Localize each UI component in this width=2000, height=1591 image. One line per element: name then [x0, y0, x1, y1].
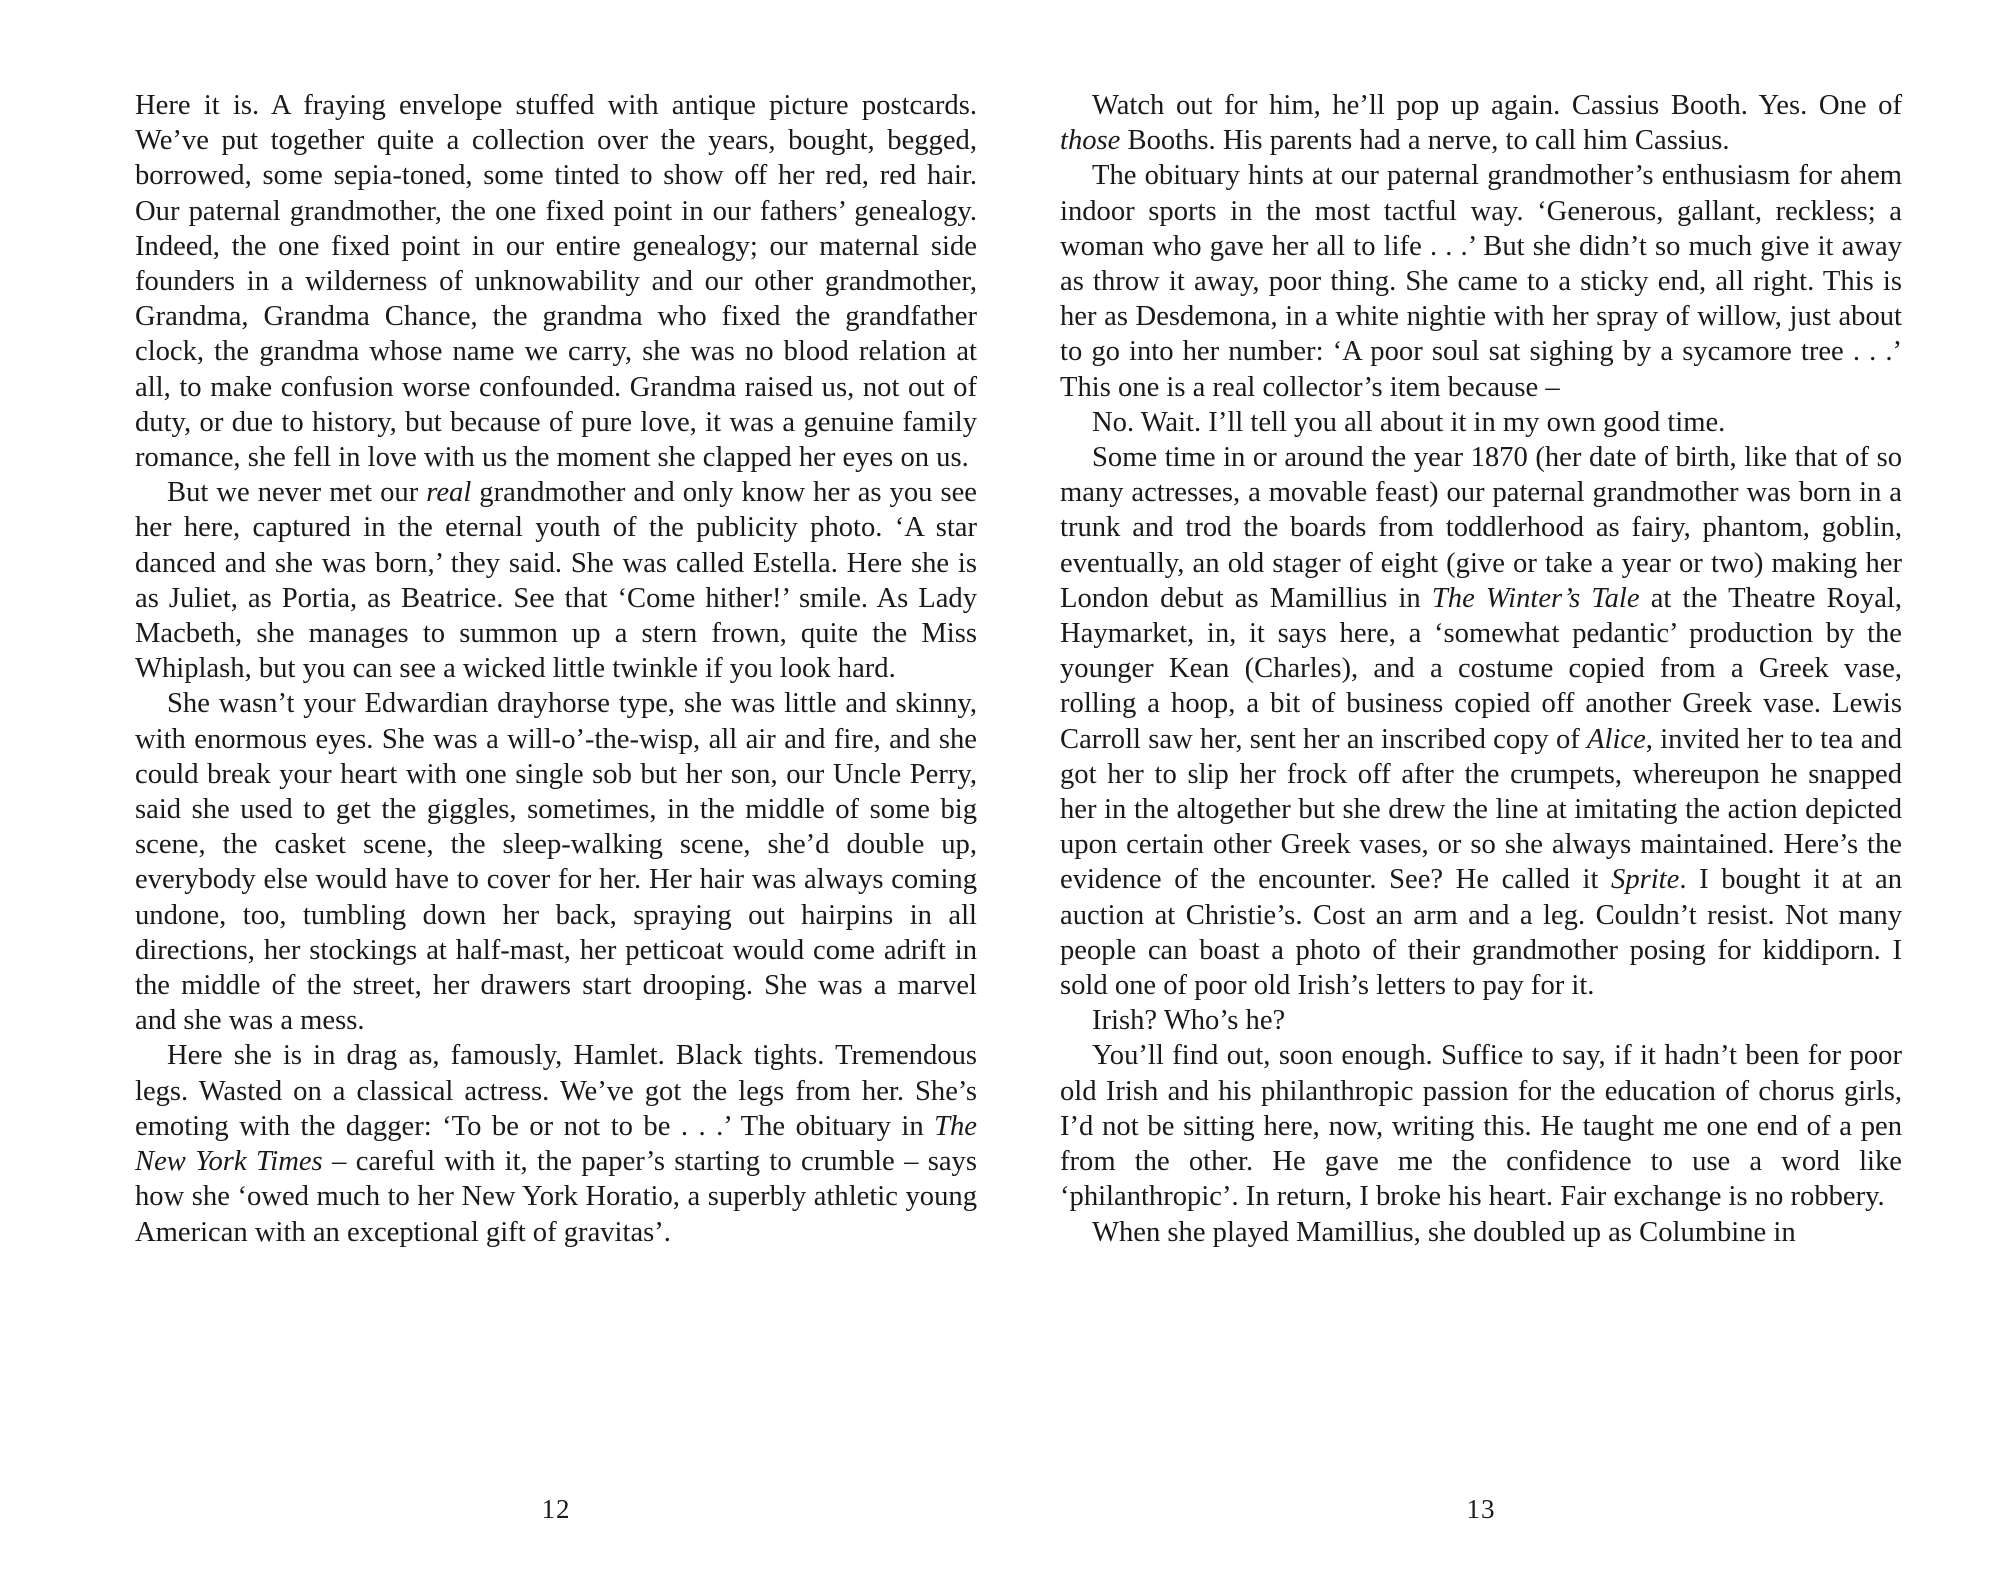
paragraph — [135, 88, 977, 475]
italic-run: The Winter’s Tale — [1431, 582, 1640, 614]
text-run: Booths. His parents had a nerve, to call him Cassius. — [1120, 125, 1730, 157]
page-number: 13 — [1466, 1494, 1496, 1524]
text-run: When she played Mamillius, she doubled up as Columbine in — [1092, 1216, 1796, 1248]
text-run: No. Wait. I’ll tell you all about it in my own good time. — [1092, 406, 1726, 438]
paragraph — [1060, 440, 1902, 1003]
text-run: She wasn’t your Edwardian drayhorse type, she was little and skinny, with enormous eyes. She was a will-o’-the-wisp, all air and fire, and she could break your heart with one single sob but her son, our Uncle Perry, said she used to get the giggles, sometimes, in the middle of some big scene, the casket scene, the sleep-walking scene, she’d double up, everybody else would have to cover for her. Her hair was always coming undone, too, tumbling down her back, spraying out hairpins in all directions, her stockings at half-mast, her petticoat would come adrift in the middle of the street, her drawers start drooping. She was a marvel and she was a mess. — [135, 688, 977, 1037]
paragraph — [1060, 405, 1902, 440]
paragraph — [135, 475, 977, 686]
text-run: Watch out for him, he’ll pop up again. Cassius Booth. Yes. One of — [1092, 90, 1902, 121]
text-run: Here it is. A fraying envelope stuffed with antique picture postcards. We’ve put together quite a collection over the years, bought, begged, borrowed, some sepia-toned, some tinted to show off her red, red hair. Our paternal grandmother, the one fixed point in our fathers’ genealogy. Indeed, the one fixed point in our entire genealogy; our maternal side founders in a wilderness of unknowability and our other grandmother, Grandma, Grandma Chance, the grandma who fixed the grandfather clock, the grandma whose name we carry, she was no blood relation at all, to make confusion worse confounded. Grandma raised us, not out of duty, or due to history, but because of pure love, it was a genuine family romance, she fell in love with us the moment she clapped her eyes on us. — [135, 90, 977, 474]
italic-run: real — [426, 477, 472, 509]
italic-run: The New York Times — [135, 1110, 977, 1178]
paragraph — [1060, 158, 1902, 404]
left-page — [135, 88, 977, 1568]
paragraph — [1060, 1215, 1902, 1250]
text-run: But we never met our — [167, 477, 427, 509]
text-run: Irish? Who’s he? — [1092, 1005, 1286, 1037]
paragraph — [135, 1038, 977, 1249]
text-run: Some time in or around the year 1870 (her date of birth, like that of so many actresses, a movable feast) our paternal grandmother was born in a trunk and trod the boards from toddlerhood as fairy, phantom, goblin, eventually, an old stager of eight (give or take a year or two) making her London debut as Mamillius in — [1060, 442, 1902, 614]
text-run: at the Theatre Royal, Haymarket, in, it says here, a ‘somewhat pedantic’ production by the younger Kean (Charles), and a costume copied from a Greek vase, rolling a hoop, a bit of business copied off another Greek vase. Lewis Carroll saw her, sent her an inscribed copy of — [1060, 582, 1902, 755]
right-page — [1060, 88, 1902, 1568]
text-run: , invited her to tea and got her to slip her frock off after the crumpets, whereupon he snapped her in the altogether but she drew the line at imitating the action depicted upon certain other Greek vases, or so she always maintained. Here’s the evidence of the encounter. See? He called it — [1060, 723, 1902, 896]
paragraph — [1060, 88, 1902, 158]
text-run: grandmother and only know her as you see her here, captured in the eternal youth of the publicity photo. ‘A star danced and she was born,’ they said. She was called Estella. Here she is as Juliet, as Portia, as Beatrice. See that ‘Come hither!’ smile. As Lady Macbeth, she manages to summon up a stern frown, quite the Miss Whiplash, but you can see a wicked little twinkle if you look hard. — [135, 477, 977, 685]
text-run: The obituary hints at our paternal grandmother’s enthusiasm for ahem indoor sports in the most tactful way. ‘Generous, gallant, reckless; a woman who gave her all to life . . .’ But she didn’t so much give it away as throw it away, poor thing. She came to a sticky end, all right. This is her as Desdemona, in a white nightie with her spray of willow, just about to go into her number: ‘A poor soul sat sighing by a sycamore tree . . .’ This one is a real collector’s item because – — [1060, 160, 1902, 403]
text-run: . I bought it at an auction at Christie’s. Cost an arm and a leg. Couldn’t resist. Not many people can boast a photo of their grandmother posing for kiddiporn. I sold one of poor old Irish’s letters to pay for it. — [1060, 864, 1902, 1002]
text-run: Here she is in drag as, famously, Hamlet. Black tights. Tremendous legs. Wasted on a classical actress. We’ve got the legs from her. She’s emoting with the dagger: ‘To be or not to be . . .’ The obituary in — [135, 1040, 977, 1142]
paragraph — [135, 686, 977, 1038]
paragraph — [1060, 1038, 1902, 1214]
page-number: 12 — [541, 1494, 571, 1524]
text-run: You’ll find out, soon enough. Suffice to say, if it hadn’t been for poor old Irish and his philanthropic passion for the education of chorus girls, I’d not be sitting here, now, writing this. He taught me one end of a pen from the other. He gave me the confidence to use a word like ‘philanthropic’. In return, I broke his heart. Fair exchange is no robbery. — [1060, 1040, 1902, 1213]
text-run: – careful with it, the paper’s starting to crumble – says how she ‘owed much to her New York Horatio, a superbly athletic young American with an exceptional gift of gravitas’. — [135, 1146, 977, 1248]
right-page-text — [1060, 88, 1902, 1250]
italic-run: those — [1060, 125, 1121, 157]
italic-run: Sprite — [1611, 864, 1680, 896]
left-page-text — [135, 88, 977, 1250]
paragraph — [1060, 1003, 1902, 1038]
italic-run: Alice — [1587, 723, 1646, 755]
